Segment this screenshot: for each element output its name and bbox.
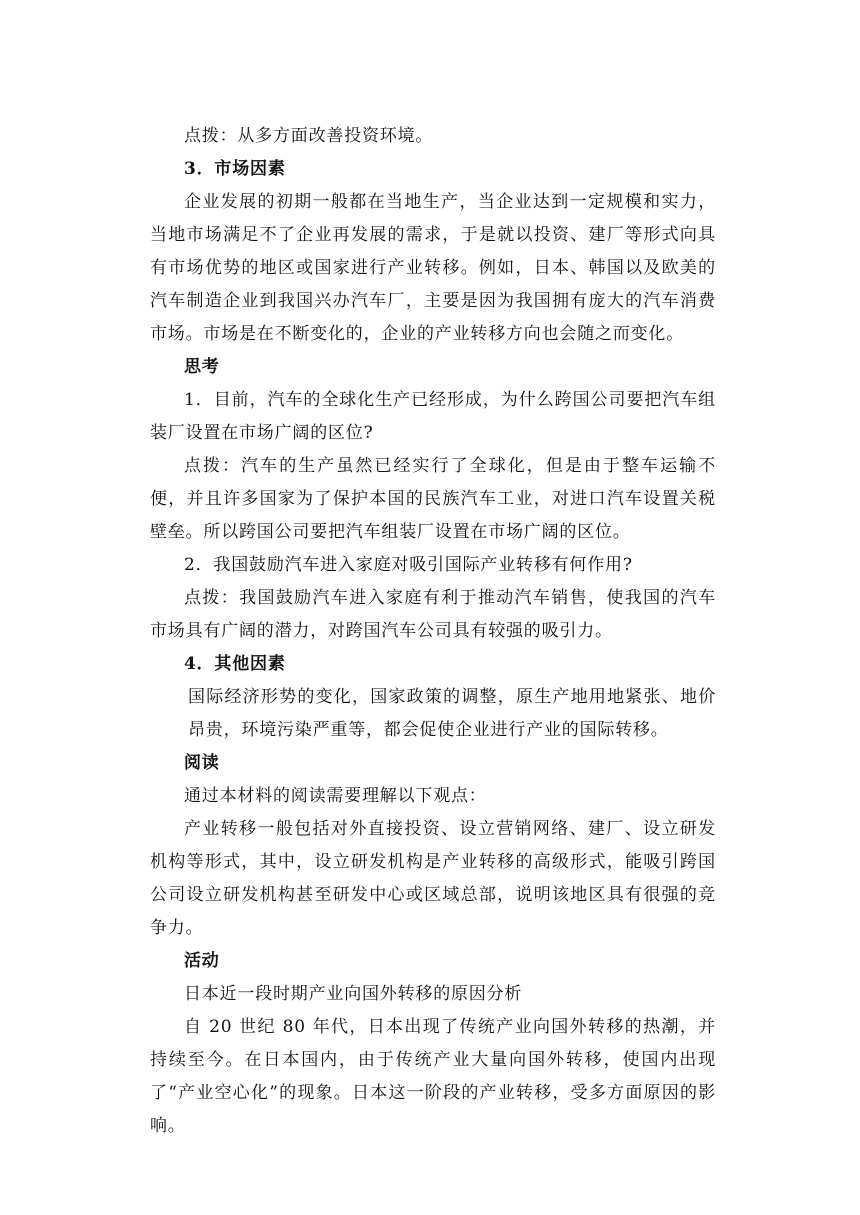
answer-1: 点拨：汽车的生产虽然已经实行了全球化，但是由于整车运输不便，并且许多国家为了保护本国的民族汽车工业，对进口汽车设置关税壁垒。所以跨国公司要把汽车组装厂设置在市场广阔的区位。 <box>150 456 716 542</box>
reading-intro: 通过本材料的阅读需要理解以下观点： <box>184 786 487 806</box>
question-1: 1．目前，汽车的全球化生产已经形成，为什么跨国公司要把汽车组装厂设置在市场广阔的区位? <box>150 390 716 443</box>
question-2: 2．我国鼓励汽车进入家庭对吸引国际产业转移有何作用? <box>184 555 633 575</box>
market-factor-heading: 3．市场因素 <box>184 159 286 179</box>
think-heading: 思考 <box>184 357 220 377</box>
activity-heading: 活动 <box>184 951 220 971</box>
other-factor-heading: 4．其他因素 <box>184 654 286 674</box>
activity-body: 自 20 世纪 80 年代，日本出现了传统产业向国外转移的热潮，并持续至今。在日本国内，由于传统产业大量向国外转移，使国内出现了“产业空心化”的现象。日本这一阶段的产业转移，受多方面原因的影响。 <box>150 1017 716 1136</box>
reading-body: 产业转移一般包括对外直接投资、设立营销网络、建厂、设立研发机构等形式，其中，设立研发机构是产业转移的高级形式，能吸引跨国公司设立研发机构甚至研发中心或区域总部，说明该地区具有很强的竞争力。 <box>150 819 716 938</box>
reading-heading: 阅读 <box>184 753 220 773</box>
activity-title: 日本近一段时期产业向国外转移的原因分析 <box>184 984 523 1004</box>
document-body <box>150 120 716 1143</box>
tip-invest-paragraph: 点拨：从多方面改善投资环境。 <box>184 126 434 146</box>
answer-2: 点拨：我国鼓励汽车进入家庭有利于推动汽车销售，使我国的汽车市场具有广阔的潜力，对跨国汽车公司具有较强的吸引力。 <box>150 588 716 641</box>
other-factor-paragraph: 国际经济形势的变化，国家政策的调整，原生产地用地紧张、地价昂贵，环境污染严重等，都会促使企业进行产业的国际转移。 <box>188 687 716 740</box>
market-factor-paragraph: 企业发展的初期一般都在当地生产，当企业达到一定规模和实力，当地市场满足不了企业再发展的需求，于是就以投资、建厂等形式向具有市场优势的地区或国家进行产业转移。例如，日本、韩国以及欧美的汽车制造企业到我国兴办汽车厂，主要是因为我国拥有庞大的汽车消费市场。市场是在不断变化的，企业的产业转移方向也会随之而变化。 <box>150 192 716 344</box>
